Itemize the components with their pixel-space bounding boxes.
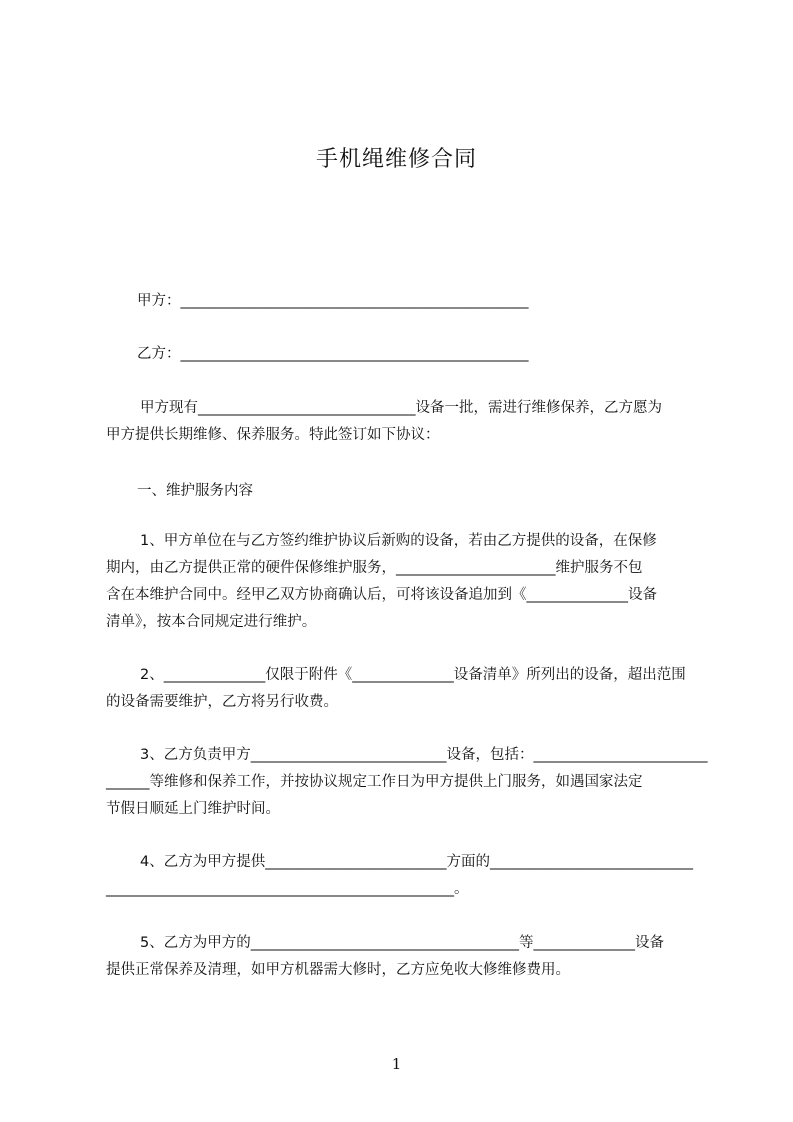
item-3-line-1: 3、乙方负责甲方___________________________设备，包括：________________________ <box>140 747 708 763</box>
item-1-line-4: 清单》，按本合同规定进行维护。 <box>106 614 317 630</box>
section-heading-1: 一、维护服务内容 <box>137 483 253 499</box>
page-number: 1 <box>391 1055 402 1073</box>
item-1-line-1: 1、甲方单位在与乙方签约维护协议后新购的设备，若由乙方提供的设备，在保修 <box>140 533 657 549</box>
item-2-line-1: 2、______________仅限于附件《______________设备清单》所列出的设备，超出范围 <box>140 667 686 683</box>
page-title: 手机绳维修合同 <box>315 147 477 172</box>
item-3-line-2: ______等维修和保养工作，并按协议规定工作日为甲方提供上门服务，如遇国家法定 <box>106 774 643 790</box>
item-2-line-2: 的设备需要维护，乙方将另行收费。 <box>106 694 338 710</box>
item-4-line-2: ________________________________________________。 <box>106 881 469 897</box>
item-3-line-3: 节假日顺延上门维护时间。 <box>106 801 280 817</box>
item-5-line-2: 提供正常保养及清理，如甲方机器需大修时，乙方应免收大修维修费用。 <box>106 962 570 978</box>
item-4-line-1: 4、乙方为甲方提供_________________________方面的____________________________ <box>140 854 693 870</box>
party-b-line: 乙方：________________________________________________ <box>137 346 529 362</box>
party-a-line: 甲方：________________________________________________ <box>137 293 529 309</box>
item-1-line-2: 期内，由乙方提供正常的硬件保修维护服务，______________________维护服务不包 <box>106 560 643 576</box>
intro-line-2: 甲方提供长期维修、保养服务。特此签订如下协议： <box>106 427 440 443</box>
intro-line-1: 甲方现有______________________________设备一批，需进行维修保养，乙方愿为 <box>140 400 662 416</box>
item-5-line-1: 5、乙方为甲方的_____________________________________等______________设备 <box>140 935 664 951</box>
item-1-line-3: 含在本维护合同中。经甲乙双方协商确认后，可将该设备追加到《______________设备 <box>106 587 657 603</box>
